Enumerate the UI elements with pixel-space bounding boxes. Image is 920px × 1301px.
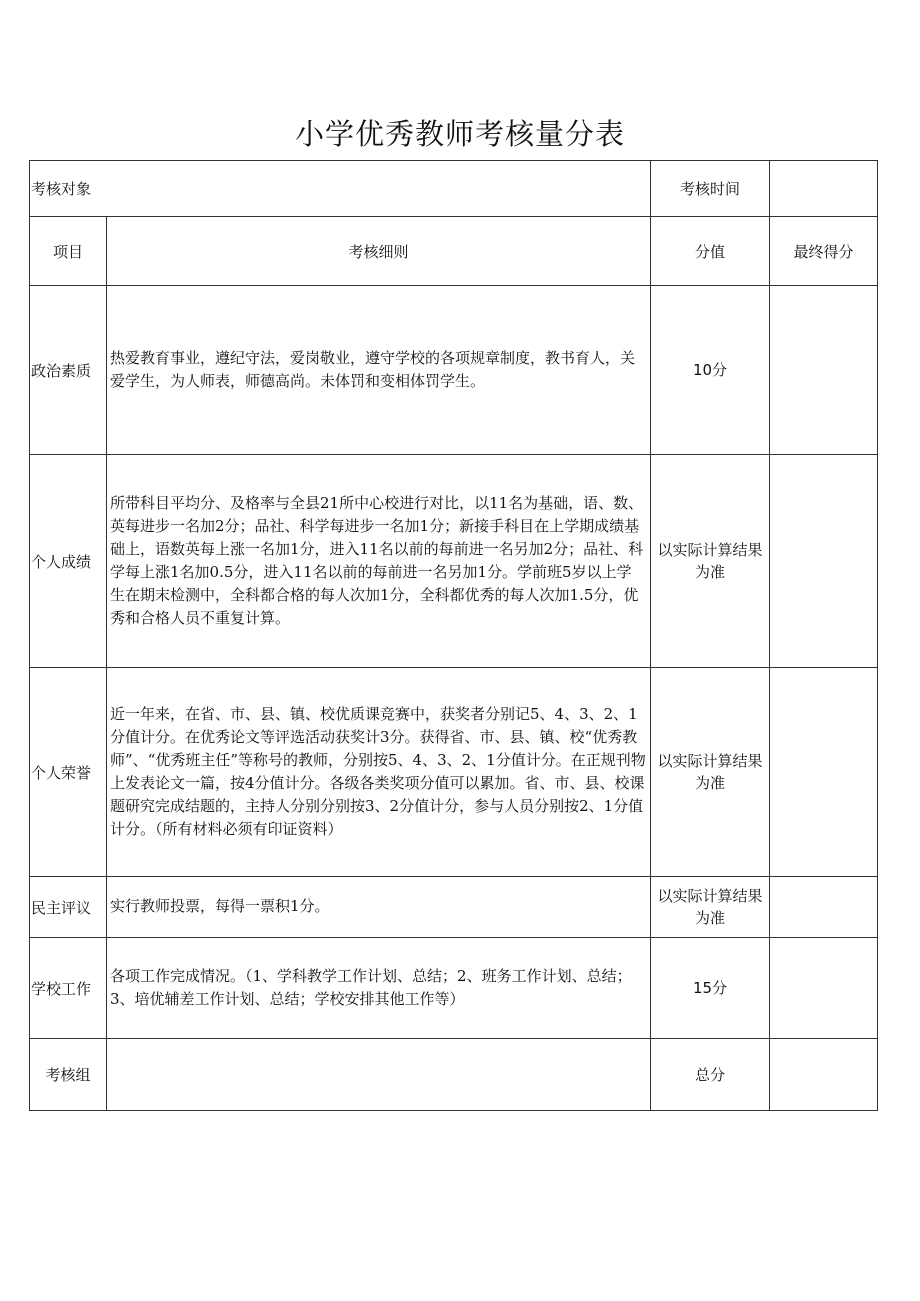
row-final-score-cell[interactable] xyxy=(770,668,878,877)
row-item: 个人荣誉 xyxy=(30,668,107,877)
row-final-score-cell[interactable] xyxy=(770,455,878,668)
row-item: 民主评议 xyxy=(30,877,107,938)
table-row xyxy=(30,286,878,455)
time-label: 考核时间 xyxy=(680,180,741,198)
total-label: 总分 xyxy=(695,1066,726,1084)
table-row xyxy=(30,455,878,668)
col-final-header xyxy=(770,217,878,286)
row-final-score-cell[interactable] xyxy=(770,286,878,455)
time-value-cell[interactable] xyxy=(770,161,878,217)
header-row xyxy=(30,161,878,217)
row-item: 政治素质 xyxy=(30,286,107,455)
page-title: 小学优秀教师考核量分表 xyxy=(294,117,625,151)
row-item: 学校工作 xyxy=(30,938,107,1039)
row-final-score-cell[interactable] xyxy=(770,877,878,938)
time-label-cell xyxy=(651,161,770,217)
col-score-label: 分值 xyxy=(695,242,726,261)
table-row xyxy=(30,877,878,938)
total-label-cell xyxy=(651,1039,770,1111)
subject-label: 考核对象 xyxy=(31,180,92,198)
row-score: 10分 xyxy=(651,286,770,455)
col-details-label: 考核细则 xyxy=(348,242,409,261)
table-row xyxy=(30,668,878,877)
row-details: 近一年来，在省、市、县、镇、校优质课竞赛中，获奖者分别记5、4、3、2、1分值计分。在优秀论文等评选活动获奖计3分。获得省、市、县、镇、校“优秀教师”、“优秀班主任”等称号的教师，分别按5、4、3、2、1分值计分。在正规刊物上发表论文一篇，按4分值计分。各级各类奖项分值可以累加。省、市、县、校课题研究完成结题的，主持人分别分别按3、2分值计分，参与人员分别按2、1分值计分。（所有材料必须有印证资料） xyxy=(107,668,651,877)
row-details: 各项工作完成情况。（1、学科教学工作计划、总结；2、班务工作计划、总结；3、培优辅差工作计划、总结；学校安排其他工作等） xyxy=(107,938,651,1039)
col-final-label: 最终得分 xyxy=(793,242,854,261)
subject-cell xyxy=(30,161,651,217)
footer-row xyxy=(30,1039,878,1111)
col-score-header xyxy=(651,217,770,286)
row-score: 以实际计算结果为准 xyxy=(651,877,770,938)
row-score: 以实际计算结果为准 xyxy=(651,455,770,668)
row-details: 所带科目平均分、及格率与全县21所中心校进行对比，以11名为基础，语、数、英每进步一名加2分；品社、科学每进步一名加1分；新接手科目在上学期成绩基础上，语数英每上涨一名加1分，进入11名以前的每前进一名另加2分；品社、科学每上涨1名加0.5分，进入11名以前的每前进一名另加1分。学前班5岁以上学生在期末检测中，全科都合格的每人次加1分，全科都优秀的每人次加1.5分，优秀和合格人员不重复计算。 xyxy=(107,455,651,668)
score-table-body xyxy=(29,160,878,1111)
row-item: 个人成绩 xyxy=(30,455,107,668)
row-final-score-cell[interactable] xyxy=(770,938,878,1039)
row-score: 15分 xyxy=(651,938,770,1039)
group-label-cell xyxy=(30,1039,107,1111)
total-value-cell[interactable] xyxy=(770,1039,878,1111)
row-details: 实行教师投票，每得一票积1分。 xyxy=(107,877,651,938)
table-row xyxy=(30,938,878,1039)
col-details-header xyxy=(107,217,651,286)
col-item-header xyxy=(30,217,107,286)
col-item-label: 项目 xyxy=(52,242,83,261)
row-details: 热爱教育事业，遵纪守法，爱岗敬业，遵守学校的各项规章制度，教书育人，关爱学生，为人师表，师德高尚。未体罚和变相体罚学生。 xyxy=(107,286,651,455)
group-value-cell[interactable] xyxy=(107,1039,651,1111)
group-label: 考核组 xyxy=(45,1066,91,1084)
column-header-row xyxy=(30,217,878,286)
row-score: 以实际计算结果为准 xyxy=(651,668,770,877)
